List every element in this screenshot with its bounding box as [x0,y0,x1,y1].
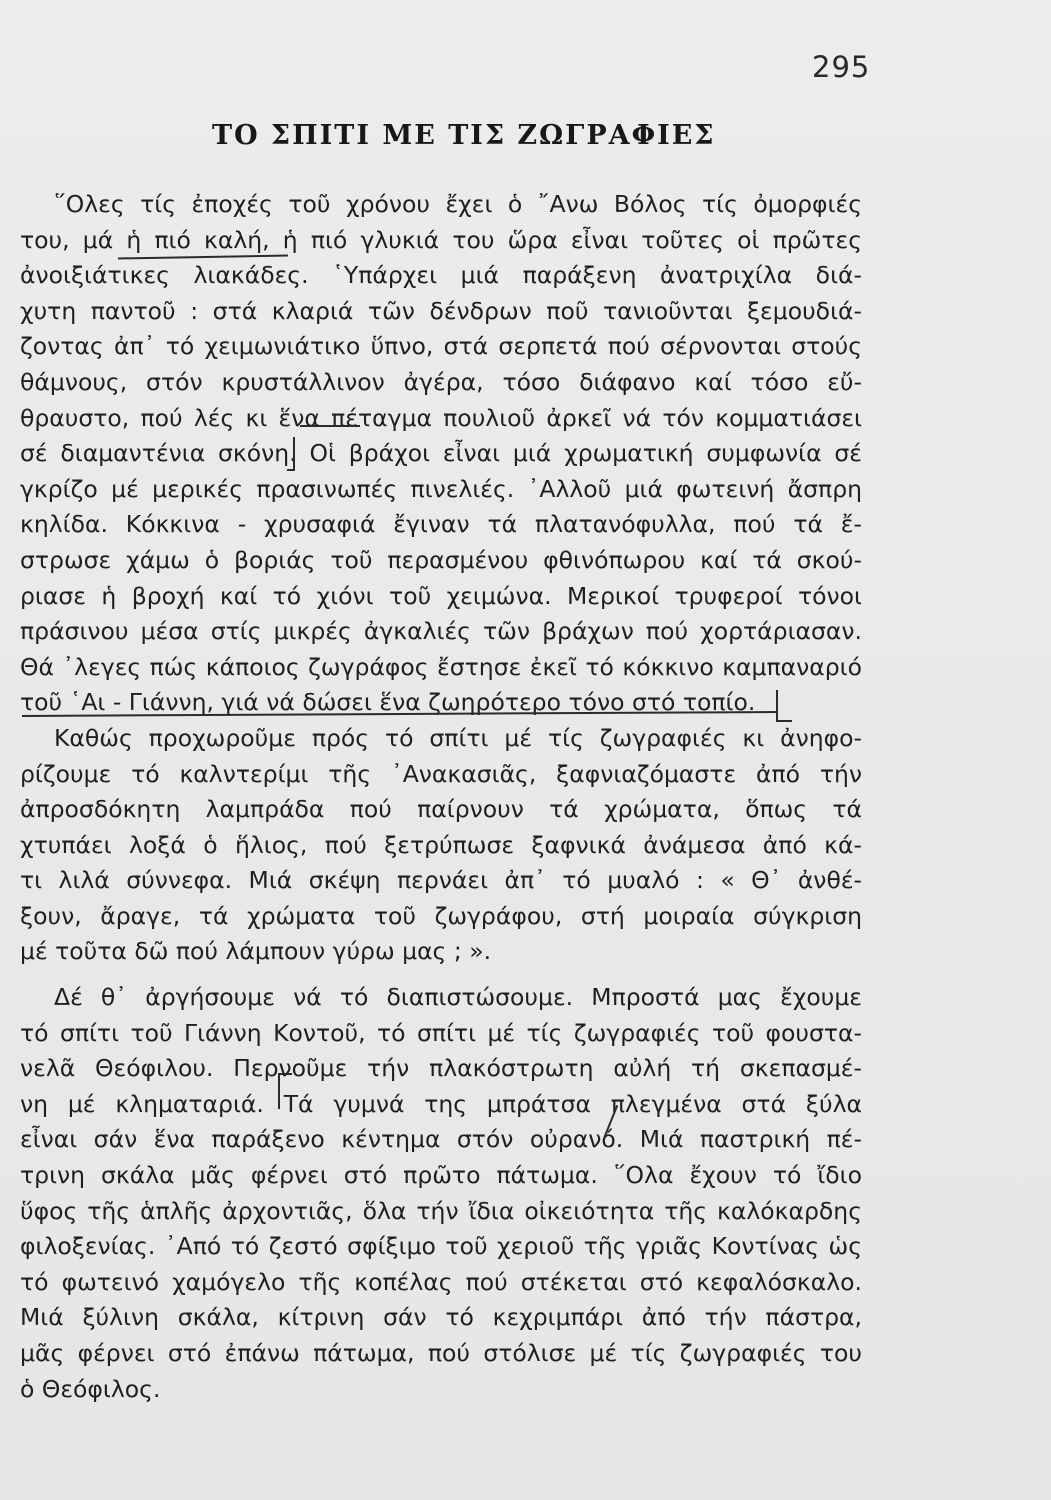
text-line: Δέ θ᾽ ἀργήσουμε νά τό διαπιστώσουμε. Μπροστά μας ἔχουμε [54,983,862,1012]
text-line: νη μέ κληματαριά. Τά γυμνά της μπράτσα πλεγμένα στά ξύλα [20,1089,862,1118]
text-line: εἶναι σάν ἕνα παράξενο κέντημα στόν οὐρανό. Μιά παστρική πέ- [20,1125,862,1154]
text-line: Μιά ξύλινη σκάλα, κίτρινη σάν τό κεχριμπάρι ἀπό τήν πάστρα, [20,1303,862,1332]
text-line: ζοντας ἀπ᾽ τό χειμωνιάτικο ὕπνο, στά σερπετά πού σέρνονται στούς [20,332,862,361]
text-line: θραυστο, πού λές κι ἕνα πέταγμα πουλιοῦ ἀρκεῖ νά τόν κομματιάσει [20,403,862,432]
pen-bracket-mark [278,1073,292,1109]
text-line: ῞Ολες τίς ἐποχές τοῦ χρόνου ἔχει ὁ ῎Ανω Βόλος τίς ὀμορφιές [54,190,862,218]
text-line: φιλοξενίας. ᾽Από τό ζεστό σφίξιμο τοῦ χεριοῦ τῆς γριᾶς Κοντίνας ὡς [20,1232,862,1261]
pen-underline-mark [300,425,360,427]
text-line: ὕφος τῆς ἁπλῆς ἀρχοντιᾶς, ὅλα τήν ἴδια οἰκειότητα τῆς καλόκαρδης [20,1196,862,1225]
text-line: κηλίδα. Κόκκινα - χρυσαφιά ἔγιναν τά πλατανόφυλλα, πού τά ἔ- [20,510,862,539]
chapter-title: ΤΟ ΣΠΙΤΙ ΜΕ ΤΙΣ ΖΩΓΡΑΦΙΕΣ [212,120,716,151]
page-number: 295 [812,50,871,84]
text-line: ὁ Θεόφιλος. [20,1374,161,1403]
text-line: τρινη σκάλα μᾶς φέρνει στό πρῶτο πάτωμα. ῞Ολα ἔχουν τό ἴδιο [20,1161,862,1190]
text-line: γκρίζο μέ μερικές πρασινωπές πινελιές. ᾽Αλλοῦ μιά φωτεινή ἄσπρη [20,474,862,503]
text-line: τό σπίτι τοῦ Γιάννη Κοντοῦ, τό σπίτι μέ τίς ζωγραφιές τοῦ φουστα- [20,1018,862,1047]
text-line: Θά ᾽λεγες πώς κάποιος ζωγράφος ἔστησε ἐκεῖ τό κόκκινο καμπαναριό [20,652,862,681]
text-line: ἀνοιξιάτικες λιακάδες. ῾Υπάρχει μιά παράξενη ἀνατριχίλα διά- [20,261,862,290]
text-line: τό φωτεινό χαμόγελο τῆς κοπέλας πού στέκεται στό κεφαλόσκαλο. [20,1267,862,1296]
text-line: τοῦ ῾Αι - Γιάννη, γιά νά δώσει ἕνα ζωηρότερο τόνο στό τοπίο. [20,688,756,717]
pen-bracket-mark [776,690,792,722]
body-text [20,187,862,1407]
text-line: μέ τοῦτα δῶ πού λάμπουν γύρω μας ; ». [20,937,492,966]
text-line: ριασε ἡ βροχή καί τό χιόνι τοῦ χειμώνα. Μερικοί τρυφεροί τόνοι [20,581,862,610]
text-line: του, μά ἡ πιό καλή, ἡ πιό γλυκιά του ὥρα εἶναι τοῦτες οἱ πρῶτες [20,225,862,254]
text-line: ξουν, ἄραγε, τά χρώματα τοῦ ζωγράφου, στή μοιραία σύγκριση [20,901,862,930]
text-line: Καθώς προχωροῦμε πρός τό σπίτι μέ τίς ζωγραφιές κι ἀνηφο- [54,723,862,752]
text-line: θάμνους, στόν κρυστάλλινον ἀγέρα, τόσο διάφανο καί τόσο εὔ- [20,367,862,396]
text-line: νελᾶ Θεόφιλου. Περνοῦμε τήν πλακόστρωτη αὐλή τή σκεπασμέ- [20,1054,862,1083]
text-line: ἀπροσδόκητη λαμπράδα πού παίρνουν τά χρώματα, ὅπως τά [20,795,862,824]
text-line: χτυπάει λοξά ὁ ἥλιος, πού ξετρύπωσε ξαφνικά ἀνάμεσα ἀπό κά- [20,830,862,859]
text-line: ρίζουμε τό καλντερίμι τῆς ᾽Ανακασιᾶς, ξαφνιαζόμαστε ἀπό τήν [20,759,862,788]
text-line: πράσινου μέσα στίς μικρές ἀγκαλιές τῶν βράχων πού χορτάριασαν. [20,617,862,646]
text-line: σέ διαμαντένια σκόνη. Οἱ βράχοι εἶναι μιά χρωματική συμφωνία σέ [20,439,862,468]
pen-bracket-mark [287,437,295,471]
text-line: τι λιλά σύννεφα. Μιά σκέψη περνάει ἀπ᾽ τό μυαλό : « Θ᾽ ἀνθέ- [20,866,862,895]
text-line: μᾶς φέρνει στό ἐπάνω πάτωμα, πού στόλισε μέ τίς ζωγραφιές του [20,1339,862,1367]
text-line: στρωσε χάμω ὁ βοριάς τοῦ περασμένου φθινόπωρου καί τά σκού- [20,545,862,574]
text-line: χυτη παντοῦ : στά κλαριά τῶν δένδρων ποῦ τανιοῦνται ξεμουδιά- [20,296,862,325]
